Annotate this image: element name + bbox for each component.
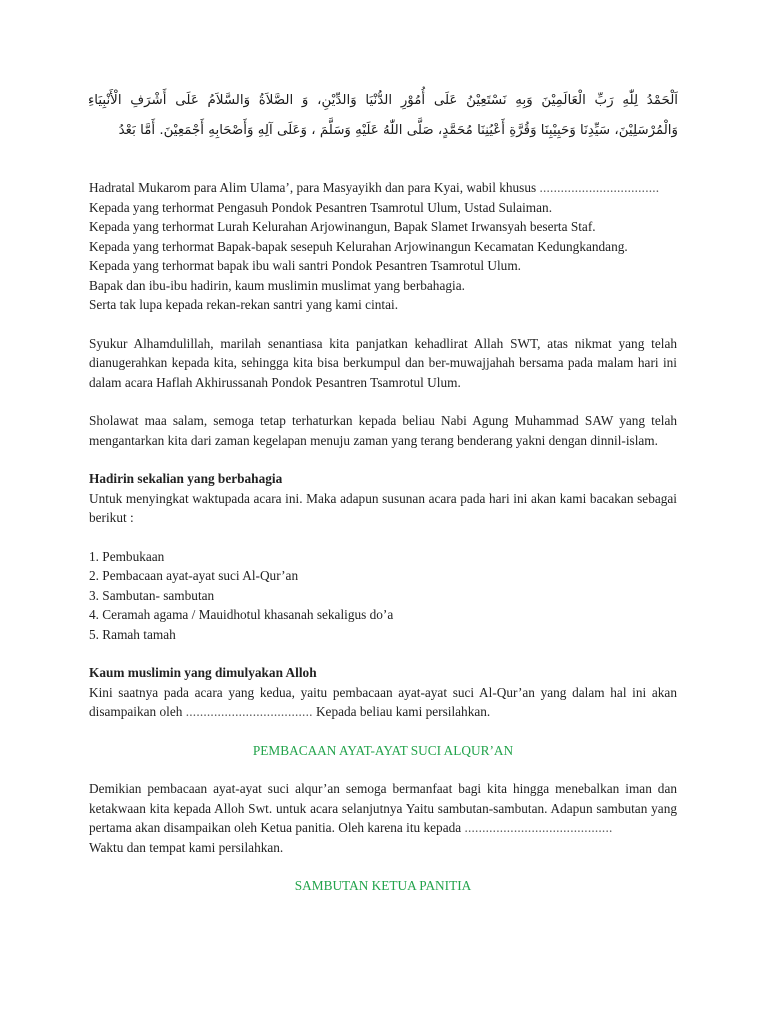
paragraph-qiraah-end: Kepada beliau kami persilahkan. (312, 704, 491, 719)
agenda-item-4: 4. Ceramah agama / Mauidhotul khasanah sekaligus do’a (89, 607, 394, 622)
spacer (89, 857, 677, 876)
paragraph-demikian (89, 779, 677, 857)
heading-kaum-muslimin: Kaum muslimin yang dimulyakan Alloh (89, 665, 317, 680)
speech-body (89, 178, 677, 896)
paragraph-sholawat: Sholawat maa salam, semoga tetap terhaturkan kepada beliau Nabi Agung Muhammad SAW yang telah mengantarkan kita dari zaman kegelapan menuju zaman yang terang benderang yakni dengan dinnil-islam. (89, 413, 677, 448)
greeting-line-1-text: Hadratal Mukarom para Alim Ulama’, para Masyayikh dan para Kyai, wabil khusus (89, 180, 540, 195)
greeting-line-1 (89, 178, 677, 198)
paragraph-susunan: Untuk menyingkat waktupada acara ini. Maka adapun susunan acara pada hari ini akan kami bacakan sebagai berikut : (89, 490, 677, 525)
spacer (89, 644, 677, 663)
section-heading-pembacaan: PEMBACAAN AYAT-AYAT SUCI ALQUR’AN (252, 742, 514, 758)
spacer (89, 315, 677, 334)
spacer (89, 760, 677, 779)
greeting-line-3: Kepada yang terhormat Lurah Kelurahan Arjowinangun, Bapak Slamet Irwansyah beserta Staf. (89, 219, 596, 234)
agenda-item-2: 2. Pembacaan ayat-ayat suci Al-Qur’an (89, 568, 299, 583)
paragraph-syukur: Syukur Alhamdulillah, marilah senantiasa kita panjatkan kehadlirat Allah SWT, atas nikmat yang telah dianugerahkan kepada kita, sehingga kita bisa berkumpul dan ber-muwajjahah bersama pada malam hari ini dalam acara Haflah Akhirussanah Pondok Pesantren Tsamrotul Ulum. (89, 335, 677, 390)
greeting-line-5: Kepada yang terhormat bapak ibu wali santri Pondok Pesantren Tsamrotul Ulum. (89, 258, 521, 273)
paragraph-qiraah-text: Kini saatnya pada acara yang kedua, yaitu pembacaan ayat-ayat suci Al-Qur’an yang dalam hal ini akan disampaikan oleh (89, 684, 677, 719)
greeting-line-4: Kepada yang terhormat Bapak-bapak sesepuh Kelurahan Arjowinangun Kecamatan Kedungkandang. (89, 238, 628, 254)
blank-dots: .................................. (539, 180, 660, 195)
blank-dots: .......................................... (464, 820, 613, 835)
paragraph-demikian-end: Waktu dan tempat kami persilahkan. (89, 839, 284, 855)
greeting-line-2: Kepada yang terhormat Pengasuh Pondok Pesantren Tsamrotul Ulum, Ustad Sulaiman. (89, 199, 553, 215)
spacer (89, 528, 677, 547)
blank-dots: .................................... (185, 704, 313, 719)
greeting-line-7: Serta tak lupa kepada rekan-rekan santri yang kami cintai. (89, 297, 399, 312)
paragraph-qiraah (89, 683, 677, 722)
agenda-item-5: 5. Ramah tamah (89, 626, 176, 642)
spacer (89, 450, 677, 469)
greeting-line-6: Bapak dan ibu-ibu hadirin, kaum muslimin muslimat yang berbahagia. (89, 277, 465, 293)
section-heading-sambutan: SAMBUTAN KETUA PANITIA (294, 878, 472, 893)
spacer (89, 392, 677, 411)
agenda-item-1: 1. Pembukaan (89, 548, 165, 564)
agenda-item-3: 3. Sambutan- sambutan (89, 587, 215, 603)
agenda-list (89, 547, 677, 645)
arabic-opening: اَلْحَمْدُ لِلّٰهِ رَبِّ الْعَالَمِيْنَ وَبِهِ نَسْتَعِيْنُ عَلَى أُمُوْرِ الدُّنْيَا وَالدِّيْنِ، وَ الصَّلاَةُ وَالسَّلاَمُ عَلَى أَشْرَفِ الْأَنْبِيَاءِ وَالْمُرْسَلِيْنَ، سَيِّدِنَا وَحَبِيْبِنَا وَقُرَّةِ أَعْيُنِنَا مُحَمَّدٍ، صَلَّى اللّٰهُ عَلَيْهِ وَسَلَّمَ ، وَعَلَى آلِهِ وَأَصْحَابِهِ أَجْمَعِيْنَ. أَمَّا بَعْدُ (88, 93, 678, 138)
heading-hadirin: Hadirin sekalian yang berbahagia (89, 471, 283, 486)
paragraph-demikian-text: Demikian pembacaan ayat-ayat suci alqur’an semoga bermanfaat bagi kita hingga menebalkan iman dan ketakwaan kita kepada Alloh Swt. untuk acara selanjutnya Yaitu sambutan-sambutan. Adapun sambutan yang pertama akan disampaikan oleh Ketua panitia. Oleh karena itu kepada (89, 781, 677, 835)
spacer (89, 722, 677, 741)
